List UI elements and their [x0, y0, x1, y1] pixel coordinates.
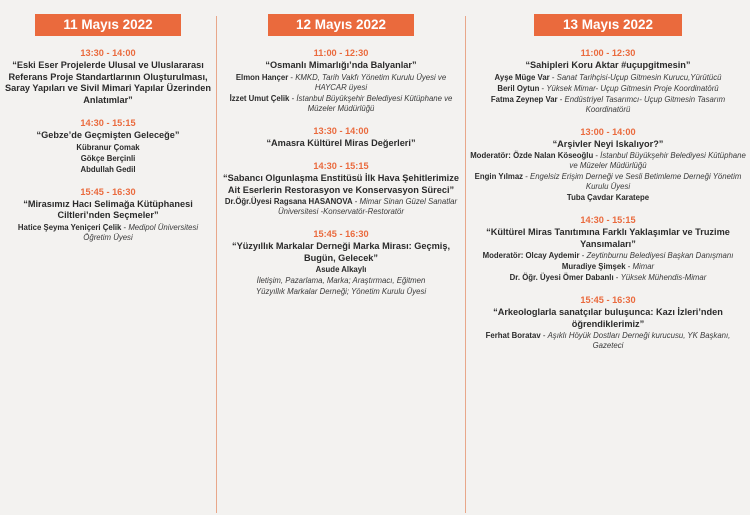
speaker: Ferhat Boratav - Aşıklı Höyük Dostları Derneği kurucusu, YK Başkanı, Gazeteci [485, 331, 731, 350]
session-title: “Amasra Kültürel Miras Değerleri” [266, 137, 416, 148]
session-block [218, 161, 464, 217]
speaker-name: Gökçe Berçinli [80, 153, 136, 163]
session-block [466, 127, 750, 204]
speaker: Elmon Hançer - KMKD, Tarih Vakfı Yönetim Kurulu Üyesi ve HAYCAR üyesi [235, 72, 447, 92]
speaker [222, 287, 460, 297]
speaker-name: Elmon Hançer [235, 72, 289, 82]
session-block [0, 48, 216, 106]
speaker-role: İstanbul Büyükşehir Belediyesi Kütüphane ve Müzeler Müdürlüğü [296, 93, 453, 113]
session-title: “Eski Eser Projelerde Ulusal ve Uluslararası Referans Proje Standartlarının Oluşturulması, Saray Yapıları ve Sivil Mimari Yapılar Üzerinden Anlatımlar” [5, 60, 211, 105]
speaker-name: İzzet Umut Çelik [229, 93, 290, 103]
session-time: 14:30 - 15:15 [80, 118, 136, 128]
day-header: 12 Mayıs 2022 [268, 14, 414, 36]
session-block [0, 118, 216, 175]
speaker-role: Medipol Üniversitesi Öğretim Üyesi [83, 222, 199, 242]
speaker: Dr. Öğr. Üyesi Ömer Dabanlı - Yüksek Mühendis-Mimar [509, 273, 707, 282]
session-time: 15:45 - 16:30 [313, 229, 369, 239]
speaker: Dr.Öğr.Üyesi Ragsana HASANOVA - Mimar Sinan Güzel Sanatlar Üniversitesi -Konservatör-Restoratör [224, 197, 458, 216]
speaker: Moderatör: Özde Nalan Köseoğlu - İstanbul Büyükşehir Belediyesi Kütüphane ve Müzeler Müdürlüğü [470, 151, 746, 170]
session-time: 14:30 - 15:15 [313, 161, 369, 171]
session-time: 13:00 - 14:00 [580, 126, 636, 137]
speaker [222, 276, 460, 286]
session-title: “Arkeologlarla sanatçılar buluşunca: Kazı İzleri’nden öğrendiklerimiz” [493, 307, 723, 329]
speaker-role: Yüksek Mimar- Uçup Gitmesin Proje Koordinatörü [546, 83, 719, 93]
speaker [4, 143, 212, 153]
speaker: Ayşe Müge Var - Sanat Tarihçisi-Uçup Gitmesin Kurucu,Yürütücü [494, 72, 722, 82]
day-header: 13 Mayıs 2022 [534, 14, 682, 36]
speaker: Fatma Zeynep Var - Endüstriyel Tasarımcı- Uçup Gitmesin Tasarım Koordinatörü [490, 94, 726, 114]
session-time: 13:30 - 14:00 [80, 48, 136, 58]
speaker: Beril Oytun - Yüksek Mimar- Uçup Gitmesin Proje Koordinatörü [497, 83, 719, 93]
session-block [466, 295, 750, 351]
session-title: “Yüzyıllık Markalar Derneği Marka Mirası: Geçmiş, Bugün, Gelecek” [231, 241, 451, 263]
speaker-role: Sanat Tarihçisi-Uçup Gitmesin Kurucu,Yürütücü [556, 72, 722, 82]
day-header: 11 Mayıs 2022 [35, 14, 181, 36]
speaker-role: Yüzyıllık Markalar Derneği; Yönetim Kurulu Üyesi [255, 287, 427, 296]
speaker-name: Asude Alkaylı [315, 265, 367, 274]
speaker-name: Abdullah Gedil [80, 164, 136, 174]
session-time: 15:45 - 16:30 [580, 295, 636, 305]
speaker-role: Yüksek Mühendis-Mimar [620, 273, 707, 282]
session-block [218, 48, 464, 114]
speaker-name: Beril Oytun [497, 83, 540, 93]
speaker-role: Mimar [632, 262, 655, 271]
speaker-name: Tuba Çavdar Karatepe [566, 193, 650, 202]
day-column [218, 14, 464, 297]
session-title: “Sahipleri Koru Aktar #uçupgitmesin” [525, 60, 691, 70]
speaker-name: Engin Yılmaz [474, 172, 524, 181]
session-block [218, 126, 464, 150]
speaker-name: Ayşe Müge Var [494, 72, 550, 82]
session-time: 13:30 - 14:00 [313, 125, 369, 136]
session-time: 11:00 - 12:30 [580, 48, 636, 58]
speaker: Moderatör: Olcay Aydemir - Zeytinburnu Belediyesi Başkan Danışmanı [482, 251, 734, 260]
day-column [0, 14, 216, 243]
speaker-name: Dr. Öğr. Üyesi Ömer Dabanlı [509, 273, 614, 282]
speaker: İzzet Umut Çelik - İstanbul Büyükşehir Belediyesi Kütüphane ve Müzeler Müdürlüğü [229, 93, 453, 113]
speaker-role: Aşıklı Höyük Dostları Derneği kurucusu, YK Başkanı, Gazeteci [547, 331, 731, 350]
session-time: 15:45 - 16:30 [80, 186, 136, 197]
speaker [4, 165, 212, 175]
speaker-role: Zeytinburnu Belediyesi Başkan Danışmanı [586, 251, 734, 260]
speaker-role: KMKD, Tarih Vakfı Yönetim Kurulu Üyesi ve HAYCAR üyesi [295, 72, 447, 92]
speaker-name: Moderatör: Olcay Aydemir [482, 251, 580, 260]
column-divider [216, 16, 217, 513]
session-title: “Mirasımız Hacı Selimağa Kütüphanesi Ciltleri’nden Seçmeler” [23, 198, 193, 220]
speaker-name: Dr.Öğr.Üyesi Ragsana HASANOVA [224, 197, 353, 206]
speaker-name: Moderatör: Özde Nalan Köseoğlu [470, 151, 594, 160]
speaker-name: Hatice Şeyma Yeniçeri Çelik [17, 222, 122, 232]
speaker [4, 154, 212, 164]
speaker-role: Endüstriyel Tasarımcı- Uçup Gitmesin Tasarım Koordinatörü [564, 94, 726, 114]
session-time: 11:00 - 12:30 [313, 48, 369, 58]
speaker: Muradiye Şimşek - Mimar [561, 262, 655, 271]
session-block [466, 48, 750, 115]
session-title: “Gebze’de Geçmişten Geleceğe” [36, 130, 180, 140]
speaker [222, 265, 460, 275]
session-time: 14:30 - 15:15 [580, 215, 636, 225]
session-block [466, 215, 750, 283]
speaker-name: Ferhat Boratav [485, 331, 541, 340]
session-block [0, 187, 216, 243]
speaker-name: Kübranur Çomak [76, 142, 140, 152]
speaker: Engin Yılmaz - Engelsiz Erişim Derneği ve Sesli Betimleme Derneği Yönetim Kurulu Üyesi [474, 172, 742, 191]
session-title: “Kültürel Miras Tanıtımına Farklı Yaklaşımlar ve Truzime Yansımaları” [486, 227, 730, 249]
speaker-role: İletişim, Pazarlama, Marka; Araştırmacı, Eğitmen [256, 276, 426, 285]
session-block [218, 229, 464, 297]
speaker [470, 193, 746, 203]
speaker-role: Engelsiz Erişim Derneği ve Sesli Betimleme Derneği Yönetim Kurulu Üyesi [530, 172, 742, 191]
speaker: Hatice Şeyma Yeniçeri Çelik - Medipol Üniversitesi Öğretim Üyesi [17, 222, 199, 242]
session-title: “Sabancı Olgunlaşma Enstitüsü İlk Hava Şehitlerimize Ait Eserlerin Restorasyon ve Konservasyon Süreci” [223, 173, 459, 195]
speaker-name: Muradiye Şimşek [561, 262, 626, 271]
day-column [466, 14, 750, 351]
speaker-role: Mimar Sinan Güzel Sanatlar Üniversitesi -Konservatör-Restoratör [278, 197, 458, 216]
speaker-role: İstanbul Büyükşehir Belediyesi Kütüphane ve Müzeler Müdürlüğü [569, 151, 746, 170]
session-title: “Osmanlı Mimarlığı’nda Balyanlar” [265, 60, 417, 70]
session-title: “Arşivler Neyi Iskalıyor?” [552, 138, 664, 149]
speaker-name: Fatma Zeynep Var [490, 94, 558, 104]
